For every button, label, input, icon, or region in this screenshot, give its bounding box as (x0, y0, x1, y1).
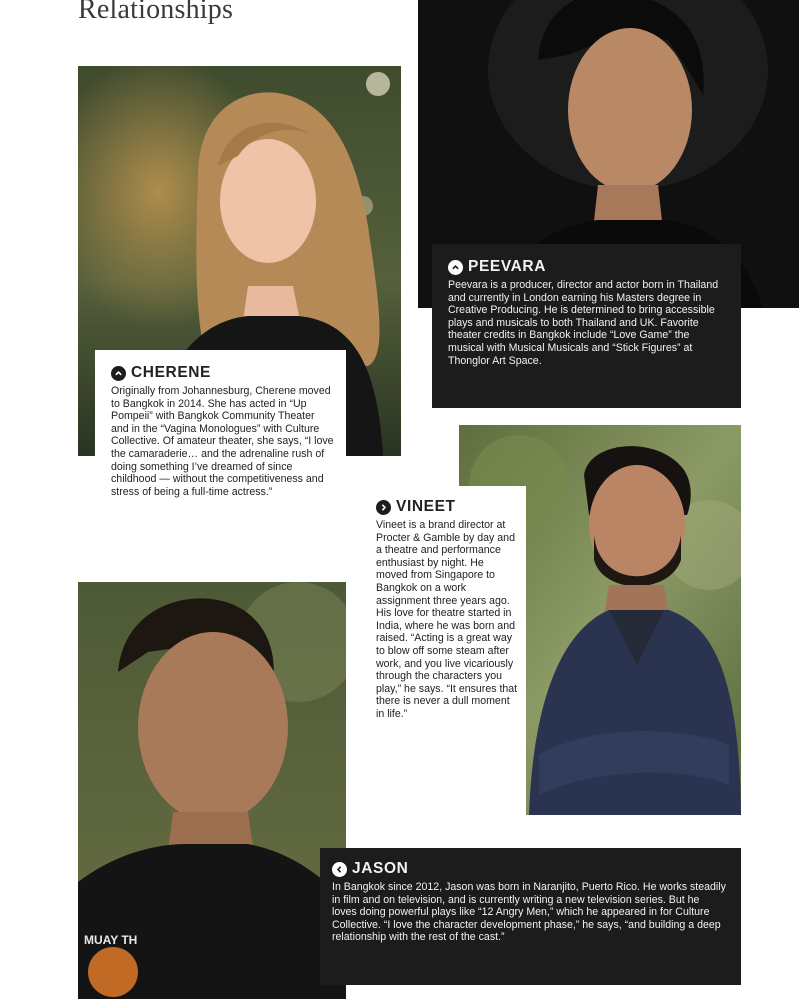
peevara-bio: Peevara is a producer, director and actor born in Thailand and currently in London earning his Masters degree in Creative Producing. He is determined to bring accessible plays and musicals to both Thailand and UK. Favorite theater credits in Bangkok include “Love Game” the musical with Musical Musicals and “Stick Figures” at Thonglor Art Space. (448, 279, 719, 367)
peevara-card (432, 244, 741, 408)
peevara-name-row (448, 260, 727, 275)
jason-bio: In Bangkok since 2012, Jason was born in Naranjito, Puerto Rico. He works steadily in film and on television, and is currently writing a new television series. But he loves doing powerful plays like “12 Angry Men,” which he appeared in for Culture Collective. “I love the character development phase,” he says, “and building a deep relationship with the rest of the cast.” (332, 881, 726, 944)
jason-name: JASON (352, 860, 409, 878)
chevron-up-icon (111, 366, 126, 381)
vineet-bio: Vineet is a brand director at Procter & Gamble by day and a theatre and performance enthusiast by night. He moved from Singapore to Bangkok on a work assignment three years ago. His love for theatre started in India, where he was born and raised. “Acting is a great way to blow off some steam after work, and you live vicariously through the characters you play,” he says. “It ensures that there is never a dull moment in life.” (376, 519, 518, 720)
svg-text:MUAY TH: MUAY TH (84, 933, 138, 947)
cherene-bio: Originally from Johannesburg, Cherene moved to Bangkok in 2014. She has acted in “Up Pompeii” with Bangkok Community Theater and in the “Vagina Monologues” with Culture Collective. Of amateur theater, she says, “I love the camaraderie… and the adrenaline rush of doing something I’ve dreamed of since childhood — without the competitiveness and stress of being a full-time actress.” (111, 385, 334, 498)
chevron-right-icon (376, 500, 391, 515)
page-title: Relationships (78, 0, 234, 25)
jason-card (320, 848, 741, 985)
chevron-up-icon (448, 260, 463, 275)
vineet-card (362, 486, 526, 829)
jason-name-row (332, 862, 727, 877)
cherene-name-row (111, 366, 334, 381)
vineet-name: VINEET (396, 498, 456, 516)
jason-photo (78, 582, 346, 999)
vineet-name-row (376, 500, 518, 515)
peevara-name: PEEVARA (468, 258, 546, 276)
cherene-name: CHERENE (131, 364, 211, 382)
chevron-left-icon (332, 862, 347, 877)
cherene-card (95, 350, 346, 562)
